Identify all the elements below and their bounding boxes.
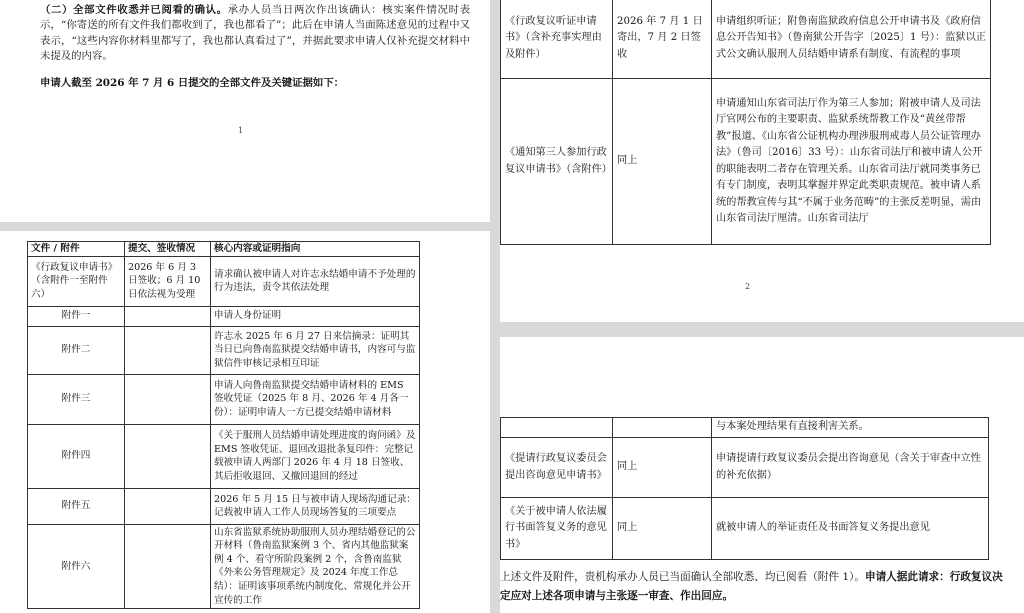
column-header: 提交、签收情况 — [125, 242, 211, 257]
closing-paragraph — [500, 568, 1010, 606]
document-page-1-top — [0, 0, 490, 222]
content-cell: 申请组织听证；附鲁南监狱政府信息公开申请书及《政府信息公开告知书》（鲁南狱公开告字〔2025〕1 号）：监狱以正式公文确认服刑人员结婚申请系有制度、有流程的事项 — [712, 0, 991, 79]
table-row — [28, 256, 420, 306]
status-cell: 同上 — [613, 438, 712, 498]
document-page-3-table — [500, 0, 1024, 322]
table-row — [501, 498, 989, 560]
content-cell: 与本案处理结果有直接利害关系。 — [712, 418, 989, 438]
column-header: 文件 / 附件 — [28, 242, 125, 257]
content-cell: 就被申请人的举证责任及书面答复义务提出意见 — [712, 498, 989, 560]
table-header-row — [28, 242, 420, 257]
status-cell — [613, 418, 712, 438]
content-cell: 申请人身份证明 — [211, 306, 420, 326]
status-cell: 同上 — [613, 498, 712, 560]
page-number: 2 — [745, 282, 751, 291]
content-cell: 申请通知山东省司法厅作为第三人参加；附被申请人及司法厅官网公布的主要职责、监狱系统帮教工作及“黄丝带帮教”报道、《山东省公证机构办理涉服刑戒毒人员公证管理办法》（鲁司〔2016〕33 号）：山东省司法厅和被申请人公开的职能表明二者存在管理关系。山东省司法厅就同类事务已有专门制度，表明其掌握并界定此类职责规范。被申请人系统的帮教宣传与其“不属于业务范畴”的主张反差明显，需由山东省司法厅厘清。山东省司法厅 — [712, 79, 991, 245]
document-cell — [501, 418, 613, 438]
document-cell: 附件六 — [28, 524, 125, 609]
status-cell — [125, 374, 211, 424]
evidence-table-end — [500, 417, 989, 560]
table-row — [501, 418, 989, 438]
document-cell: 附件四 — [28, 424, 125, 488]
status-cell — [125, 524, 211, 609]
status-cell: 2026 年 7 月 1 日寄出，7 月 2 日签收 — [613, 0, 712, 79]
evidence-list-lead: 申请人截至 2026 年 7 月 6 日提交的全部文件及关键证据如下： — [40, 77, 345, 89]
evidence-table-continued — [500, 0, 991, 245]
paragraph-heading: （二）全部文件收悉并已阅看的确认。 — [40, 4, 228, 16]
document-cell: 附件三 — [28, 374, 125, 424]
document-cell: 《提请行政复议委员会提出咨询意见申请书》 — [501, 438, 613, 498]
document-cell: 《行政复议听证申请书》（含补充事实理由及附件） — [501, 0, 613, 79]
table-row — [28, 424, 420, 488]
content-cell: 《关于服刑人员结婚申请处理进度的询问函》及 EMS 签收凭证、退回改退批条复印件：完整记载被申请人两部门 2026 年 4 月 18 日签收、其后拒收退回、又撤回退回的经过 — [211, 424, 420, 488]
document-cell: 附件二 — [28, 326, 125, 374]
table-row — [28, 306, 420, 326]
status-cell — [125, 488, 211, 524]
document-cell: 《通知第三人参加行政复议申请书》（含附件） — [501, 79, 613, 245]
document-page-4-table — [500, 337, 1024, 613]
confirmation-paragraph — [40, 3, 470, 65]
table-row — [28, 488, 420, 524]
content-cell: 许志永 2025 年 6 月 27 日来信摘录：证明其当日已向鲁南监狱提交结婚申请书，内容可与监狱信件审核记录相互印证 — [211, 326, 420, 374]
document-cell: 《关于被申请人依法履行书面答复义务的意见书》 — [501, 498, 613, 560]
content-cell: 山东省监狱系统协助服刑人员办理结婚登记的公开材料（鲁南监狱案例 3 个、省内其他监狱案例 4 个、看守所阶段案例 2 个，含鲁南监狱《外来公务管理规定》及 2024 年度工作总结）：证明该事项系统内制度化、常规化并公开宣传的工作 — [211, 524, 420, 609]
content-cell: 申请人向鲁南监狱提交结婚申请材料的 EMS 签收凭证（2025 年 8 月、2026 年 4 月各一份）：证明申请人一方已提交结婚申请材料 — [211, 374, 420, 424]
table-row — [501, 438, 989, 498]
document-page-2-table — [0, 231, 490, 613]
status-cell — [125, 326, 211, 374]
table-row — [28, 524, 420, 609]
status-cell — [125, 424, 211, 488]
table-row — [28, 326, 420, 374]
paragraph-body: 承办人员当日两次作出该确认：核实案件情况时表示，“你寄送的所有文件我们都收到了，我也都看了”；此后在申请人当面陈述意见的过程中又表示，“这些内容你材料里都写了，我也都认真看过了”，并据此要求申请人仅补充提交材料中未提及的内容。 — [40, 4, 470, 63]
column-header: 核心内容或证明指向 — [211, 242, 420, 257]
closing-text: 上述文件及附件，贵机构承办人员已当面确认全部收悉、均已阅看（附件 1）。 — [500, 571, 865, 583]
status-cell — [125, 306, 211, 326]
status-cell: 同上 — [613, 79, 712, 245]
status-cell: 2026 年 6 月 3 日签收；6 月 10 日依法视为受理 — [125, 256, 211, 306]
evidence-table — [27, 241, 420, 609]
content-cell: 申请提请行政复议委员会提出咨询意见（含关于审查中立性的补充依据） — [712, 438, 989, 498]
document-cell: 附件一 — [28, 306, 125, 326]
page-number: 1 — [238, 126, 244, 135]
document-cell: 《行政复议申请书》（含附件一至附件六） — [28, 256, 125, 306]
table-row — [28, 374, 420, 424]
closing-request: 申请人据此请求：行政复议决定应对上述各项申请与主张逐一审查、作出回应。 — [500, 571, 1003, 602]
table-row — [501, 79, 991, 245]
table-row — [501, 0, 991, 79]
content-cell: 请求确认被申请人对许志永结婚申请不予处理的行为违法，责令其依法处理 — [211, 256, 420, 306]
content-cell: 2026 年 5 月 15 日与被申请人现场沟通记录：记载被申请人工作人员现场答复的三项要点 — [211, 488, 420, 524]
document-cell: 附件五 — [28, 488, 125, 524]
